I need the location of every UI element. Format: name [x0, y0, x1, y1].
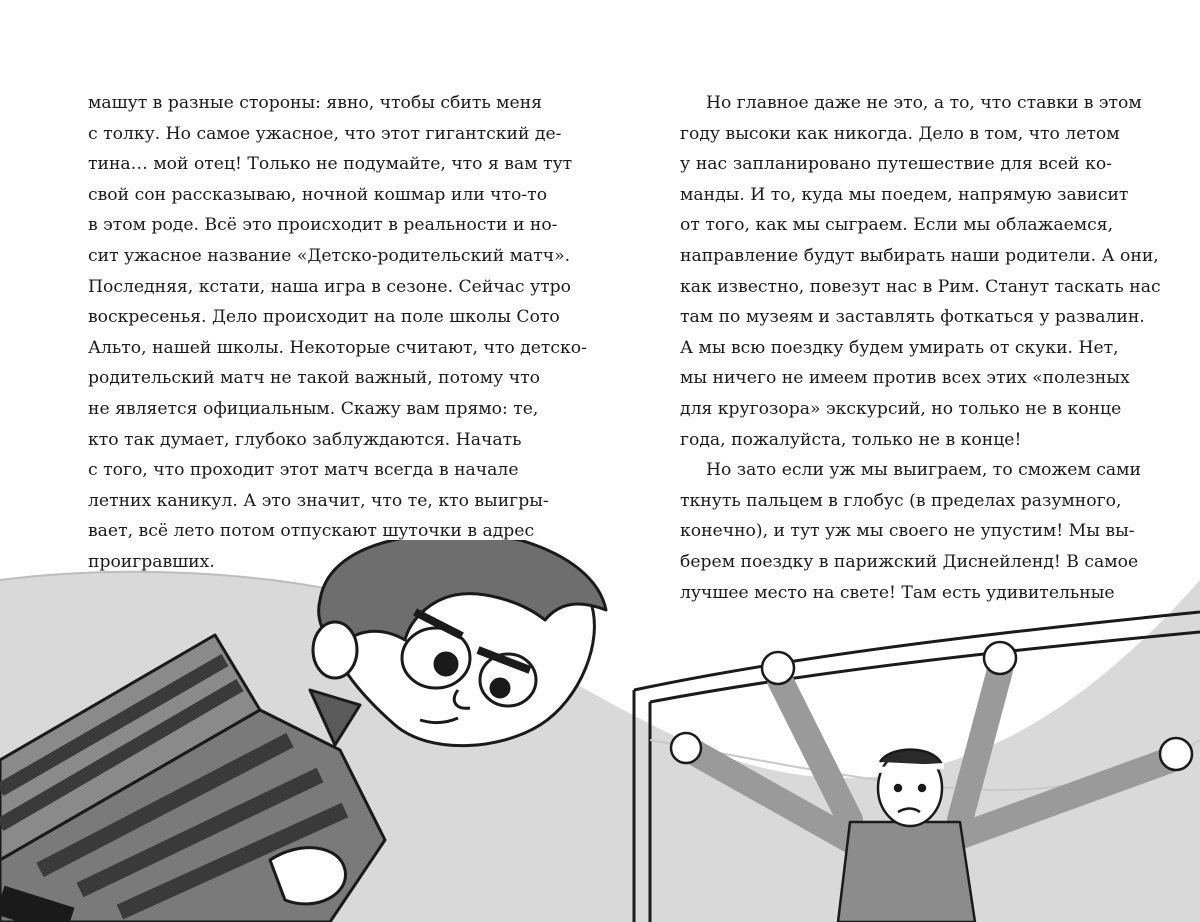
text-line: летних каникул. А это значит, что те, кто выигры- — [88, 490, 549, 511]
text-line: кто так думает, глубоко заблуждаются. Начать — [88, 429, 522, 450]
text-line: направление будут выбирать наши родители. А они, — [680, 245, 1159, 266]
text-line: манды. И то, куда мы поедем, напрямую зависит — [680, 184, 1129, 205]
text-line: сит ужасное название «Детско-родительский матч». — [88, 245, 571, 266]
soccer-illustration — [0, 540, 1200, 922]
text-line: свой сон рассказываю, ночной кошмар или что-то — [88, 184, 548, 205]
text-line: в этом роде. Всё это происходит в реальности и но- — [88, 215, 558, 236]
text-line: мы ничего не имеем против всех этих «полезных — [680, 368, 1130, 389]
left-page-text — [88, 88, 587, 578]
text-line: года, пожалуйста, только не в конце! — [680, 429, 1022, 450]
text-line: конечно), и тут уж мы своего не упустим! Мы вы- — [680, 521, 1135, 542]
text-line: лучшее место на свете! Там есть удивительные — [680, 582, 1115, 603]
text-line: от того, как мы сыграем. Если мы облажаемся, — [680, 215, 1114, 236]
text-line: Альто, нашей школы. Некоторые считают, что детско- — [88, 337, 587, 358]
text-line: Но главное даже не это, а то, что ставки в этом — [706, 93, 1142, 113]
text-line: воскресенья. Дело происходит на поле школы Сото — [88, 307, 560, 328]
text-line: вает, всё лето потом отпускают шуточки в адрес — [88, 521, 535, 542]
text-line: тина… мой отец! Только не подумайте, что я вам тут — [88, 154, 573, 175]
text-line: для кругозора» экскурсий, но только не в конце — [680, 398, 1122, 419]
right-page-text — [680, 88, 1161, 608]
text-line: берем поездку в парижский Диснейленд! В самое — [680, 551, 1139, 572]
text-line: с толку. Но самое ужасное, что этот гигантский де- — [88, 123, 562, 144]
text-line: А мы всю поездку будем умирать от скуки. Нет, — [680, 337, 1119, 358]
text-line: Но зато если уж мы выиграем, то сможем сами — [706, 460, 1141, 481]
text-line: не является официальным. Скажу вам прямо: те, — [88, 398, 539, 419]
text-line: родительский матч не такой важный, потому что — [88, 368, 540, 389]
text-line: году высоки как никогда. Дело в том, что летом — [680, 123, 1120, 144]
text-line: там по музеям и заставлять фоткаться у развалин. — [680, 307, 1145, 328]
text-line: проигравших. — [88, 551, 215, 572]
text-line: ткнуть пальцем в глобус (в пределах разумного, — [680, 490, 1122, 511]
text-line: Последняя, кстати, наша игра в сезоне. Сейчас утро — [88, 276, 571, 297]
text-line: с того, что проходит этот матч всегда в начале — [88, 460, 519, 481]
text-line: машут в разные стороны: явно, чтобы сбить меня — [88, 93, 542, 113]
text-line: как известно, повезут нас в Рим. Станут таскать нас — [680, 276, 1161, 297]
text-line: у нас запланировано путешествие для всей ко- — [680, 154, 1112, 175]
